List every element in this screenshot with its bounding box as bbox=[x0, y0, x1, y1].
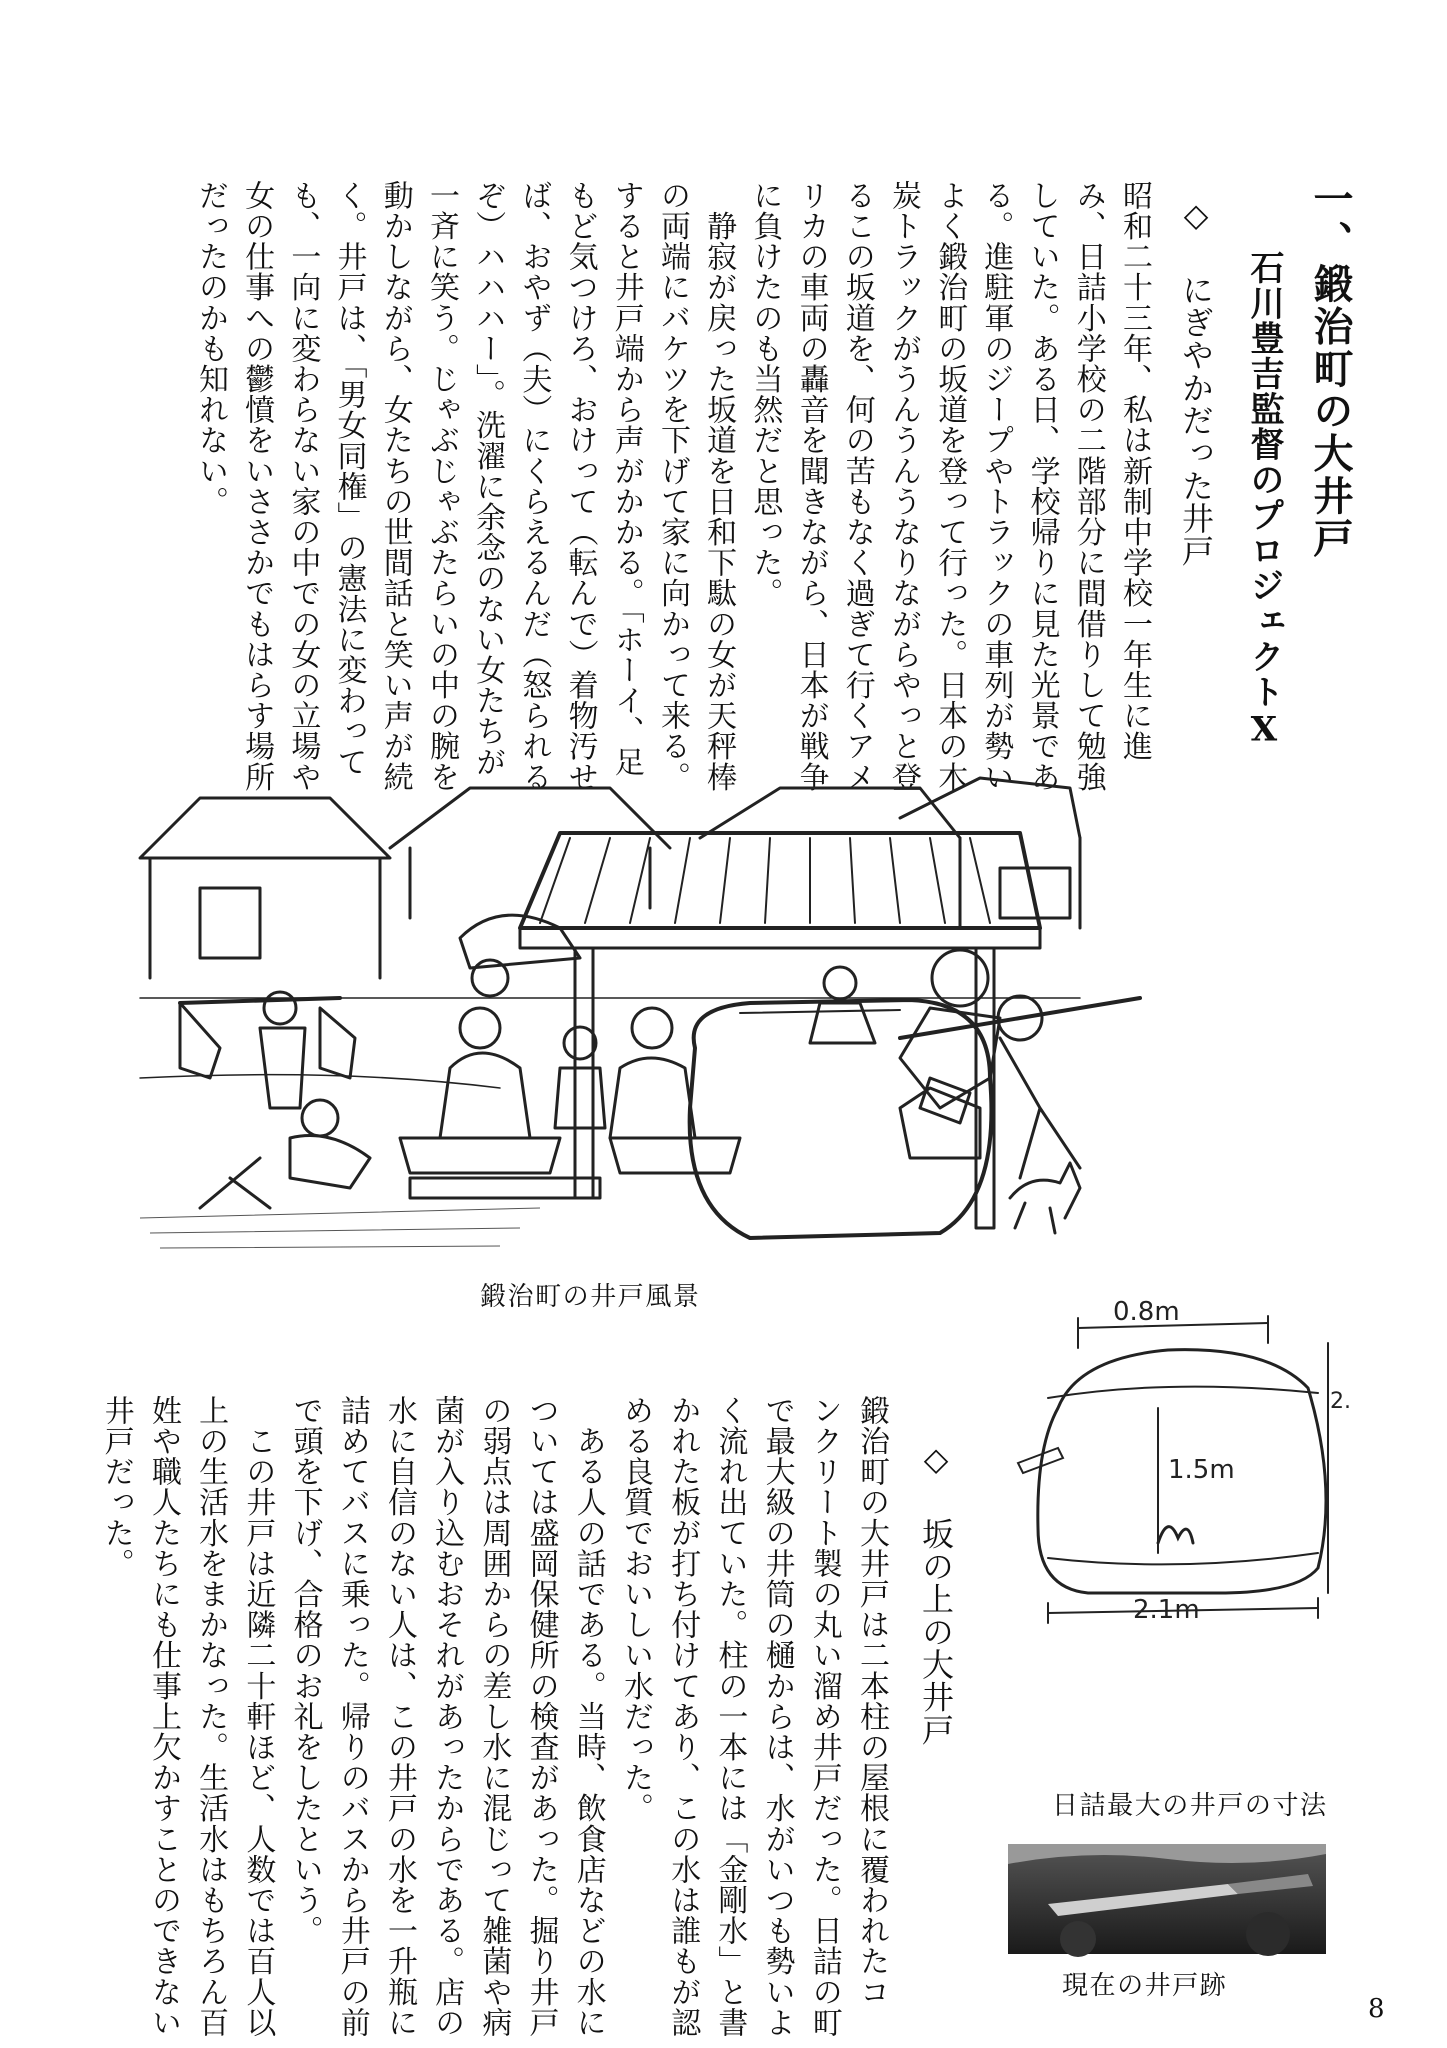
section-heading-lively-well: ◇ にぎやかだった井戸 bbox=[1177, 196, 1215, 568]
scene-caption: 鍛治町の井戸風景 bbox=[480, 1282, 701, 1312]
article-subtitle: 石川豊吉監督のプロジェクトX bbox=[1244, 250, 1284, 752]
diagram-label-width: 2.1m bbox=[1133, 1595, 1200, 1625]
diagram-caption: 日詰最大の井戸の寸法 bbox=[1052, 1791, 1328, 1821]
page-number: 8 bbox=[1368, 1994, 1385, 2024]
section-body-hilltop-well: 鍛治町の大井戸は二本柱の屋根に覆われたコ ンクリート製の丸い溜め井戸だった。日詰の町 で最大級の井筒の樋からは、水がいつも勢いよ く流れ出ていた。柱の一本には「金剛水」と書 かれた板が打ち付けてあり、この水は誰もが認 める良質でおいしい水だった。 ある人の話である。当時、飲食店などの水に ついては盛岡保健所の検査があった。掘り井戸 の弱点は周囲からの差し水に混じって雑菌や病 菌が入り込むおそれがあったからである。店の 水に自信のない人は、この井戸の水を一升瓶に 詰めてバスに乗った。帰りのバスから井戸の前 で頭を下げ、合格のお礼をしたという。 この井戸は近隣二十軒ほど、人数では百人以 上の生活水をまかなった。生活水はもちろん百 姓や職人たちにも仕事上欠かすことのできない 井戸だった。 bbox=[98, 1395, 889, 2038]
well-dimension-diagram bbox=[1018, 1288, 1351, 1625]
diagram-label-diameter: 0.8m bbox=[1113, 1297, 1180, 1327]
article-title: 一、鍛治町の大井戸 bbox=[1307, 178, 1354, 560]
photo-caption: 現在の井戸跡 bbox=[1062, 1971, 1228, 2001]
diagram-label-side: 2. bbox=[1330, 1389, 1351, 1414]
current-well-site-photo bbox=[1008, 1844, 1326, 1954]
well-scene-illustration bbox=[140, 778, 1080, 1268]
diagram-label-depth: 1.5m bbox=[1168, 1455, 1235, 1485]
section-heading-hilltop-well: ◇ 坂の上の大井戸 bbox=[917, 1440, 955, 1746]
section-body-lively-well: 昭和二十三年、私は新制中学校一年生に進 み、日詰小学校の二階部分に間借りして勉強 していた。ある日、学校帰りに見た光景であ る。進駐軍のジープやトラックの車列が勢い よく鍛治町の坂道を登って行った。日本の木 炭トラックがうんうんうなりながらやっと登 るこの坂道を、何の苦もなく過ぎて行くアメ リカの車両の轟音を聞きながら、日本が戦争 に負けたのも当然だと思った。 静寂が戻った坂道を日和下駄の女が天秤棒 の両端にバケツを下げて家に向かって来る。 すると井戸端から声がかかる。「ホーイ、足 もど気つけろ、おけって（転んで）着物汚せ ば、おやず（夫）にくらえるんだ（怒られる ぞ）ハハハー」。洗濯に余念のない女たちが 一斉に笑う。じゃぶじゃぶたらいの中の腕を 動かしながら、女たちの世間話と笑い声が続 く。井戸は、「男女同権」の憲法に変わって も、一向に変わらない家の中での女の立場や 女の仕事への鬱憤をいささかでもはらす場所 だったのかも知れない。 bbox=[192, 180, 1152, 792]
